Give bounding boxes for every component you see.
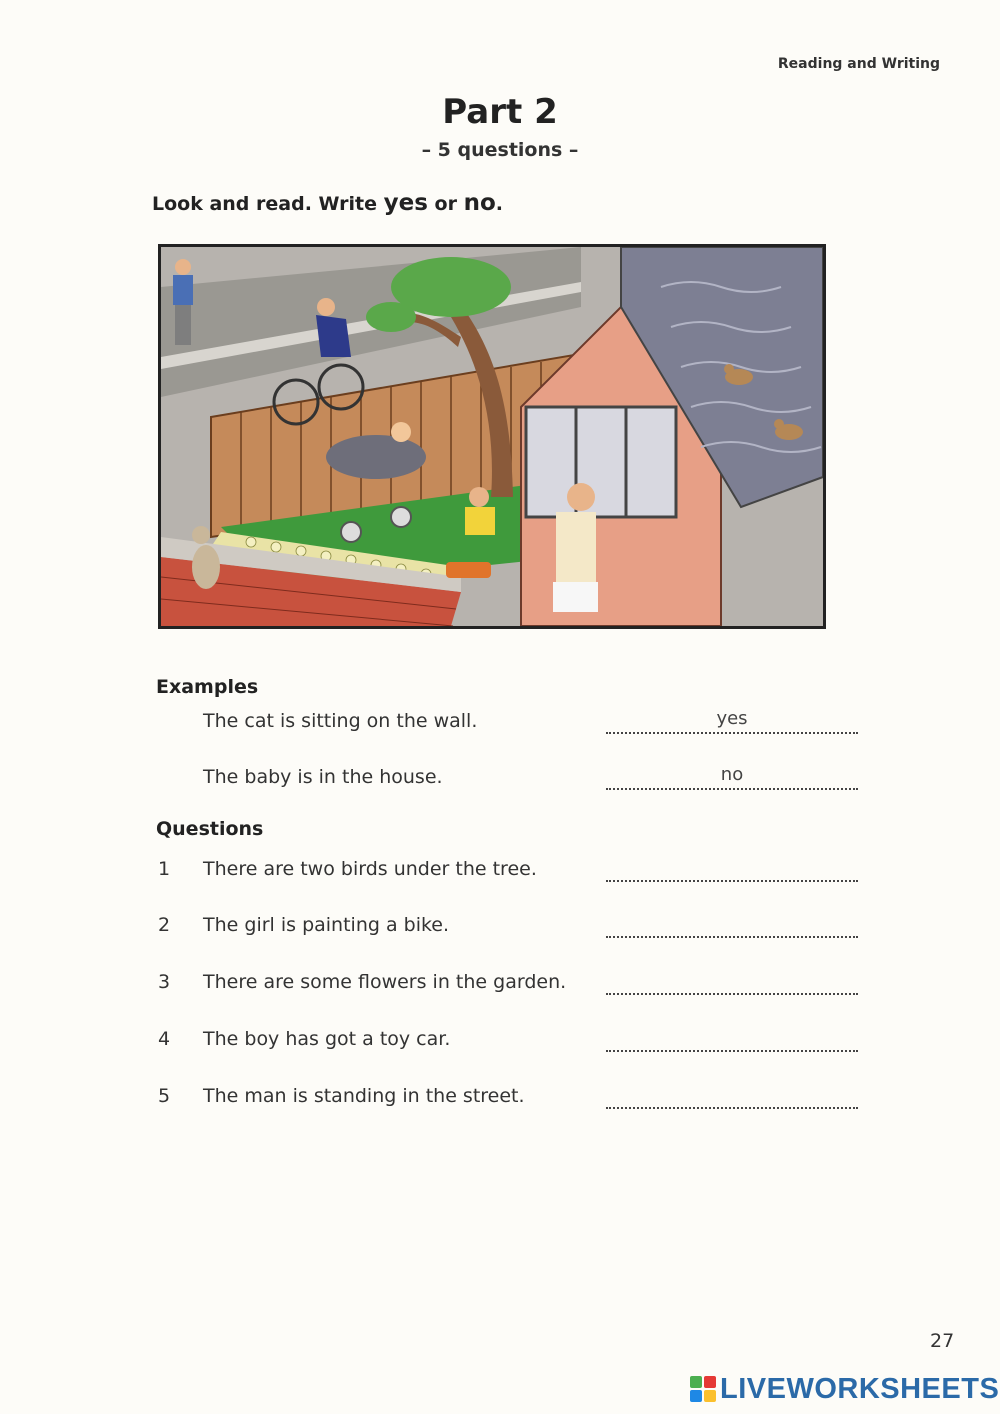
instruction-end: . [495, 193, 503, 215]
instruction-yes: yes [383, 190, 428, 216]
question-row-3 [0, 971, 1000, 1011]
liveworksheets-logo-icon [690, 1376, 716, 1402]
instruction-lead: Look and read. Write [152, 193, 384, 215]
answer-line [606, 788, 858, 790]
questions-heading: Questions [156, 818, 264, 840]
answer-line [606, 993, 858, 995]
tree-leaves-2 [366, 302, 416, 332]
question-sentence: There are two birds under the tree. [203, 858, 537, 880]
section-header: Reading and Writing [777, 56, 940, 72]
question-sentence: The man is standing in the street. [203, 1085, 525, 1107]
brand-name: LIVEWORKSHEETS [720, 1372, 1000, 1405]
example-answer: no [720, 764, 744, 785]
brand-footer[interactable] [690, 1373, 999, 1405]
house-window [526, 407, 676, 517]
scene-illustration [158, 244, 826, 629]
answer-line [606, 880, 858, 882]
question-number: 3 [158, 971, 171, 993]
question-sentence: There are some flowers in the garden. [203, 971, 567, 993]
question-row-2 [0, 914, 1000, 954]
question-sentence: The boy has got a toy car. [203, 1028, 451, 1050]
examples-heading: Examples [156, 676, 259, 698]
question-sentence: The girl is painting a bike. [203, 914, 450, 936]
question-row-4 [0, 1028, 1000, 1068]
question-row-1 [0, 858, 1000, 898]
question-number: 4 [158, 1028, 171, 1050]
answer-line [606, 732, 858, 734]
question-number: 5 [158, 1085, 171, 1107]
example-row-2 [0, 766, 1000, 806]
answer-line [606, 1050, 858, 1052]
example-sentence: The cat is sitting on the wall. [203, 710, 478, 732]
example-sentence: The baby is in the house. [203, 766, 443, 788]
page-subtitle: – 5 questions – [421, 139, 579, 161]
instruction-or: or [427, 193, 464, 215]
page-title: Part 2 [442, 92, 558, 132]
example-answer: yes [716, 708, 748, 729]
question-number: 2 [158, 914, 171, 936]
question-row-5 [0, 1085, 1000, 1125]
answer-line [606, 936, 858, 938]
question-number: 1 [158, 858, 171, 880]
instruction-no: no [463, 190, 496, 216]
garden-scene-picture [161, 247, 823, 626]
instruction [152, 190, 503, 216]
answer-line [606, 1107, 858, 1109]
page-number: 27 [930, 1330, 955, 1352]
example-row-1 [0, 710, 1000, 750]
